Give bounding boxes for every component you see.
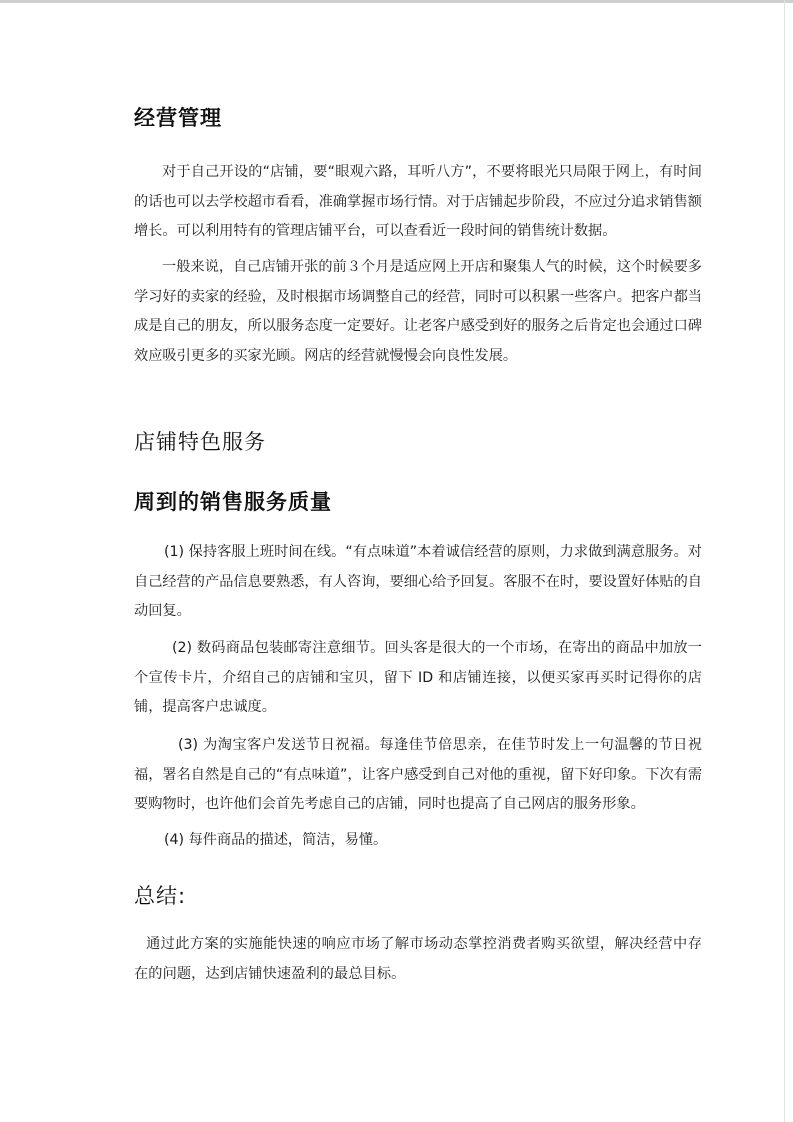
heading-summary: 总结:: [134, 884, 187, 908]
summary-paragraph: 通过此方案的实施能快速的响应市场了解市场动态掌控消费者购买欲望，解决经营中存在的问题，达到店铺快速盈利的最总目标。: [134, 936, 702, 982]
management-paragraph-1: 对于自己开设的“店铺，要“眼观六路，耳听八方”，不要将眼光只局限于网上，有时间的话也可以去学校超市看看，准确掌握市场行情。对于店铺起步阶段，不应过分追求销售额增长。可以利用特有的管理店铺平台，可以查看近一段时间的销售统计数据。: [134, 164, 702, 239]
page-edge-right: [784, 0, 785, 1122]
heading-service-quality: 周到的销售服务质量: [134, 490, 332, 514]
service-item-4: (4) 每件商品的描述，简洁，易懂。: [164, 832, 388, 848]
page-edge: [0, 0, 793, 3]
heading-features: 店铺特色服务: [134, 430, 266, 454]
service-item-1: (1) 保持客服上班时间在线。“有点味道”本着诚信经营的原则，力求做到满意服务。对自己经营的产品信息要熟悉，有人咨询，要细心给予回复。客服不在时，要设置好体贴的自动回复。: [134, 544, 702, 619]
service-item-2: (2) 数码商品包装邮寄注意细节。回头客是很大的一个市场，在寄出的商品中加放一个宣传卡片，介绍自己的店铺和宝贝，留下 ID 和店铺连接，以便买家再买时记得你的店铺，提高客户忠诚度。: [134, 640, 702, 715]
service-item-3: (3) 为淘宝客户发送节日祝福。每逢佳节倍思亲，在佳节时发上一句温馨的节日祝福，署名自然是自己的“有点味道”，让客户感受到自己对他的重视，留下好印象。下次有需要购物时，也许他们会首先考虑自己的店铺，同时也提高了自己网店的服务形象。: [134, 737, 703, 812]
management-paragraph-2: 一般来说，自己店铺开张的前３个月是适应网上开店和聚集人气的时候，这个时候要多学习好的卖家的经验，及时根据市场调整自己的经营，同时可以积累一些客户。把客户都当成是自己的朋友，所以服务态度一定要好。让老客户感受到好的服务之后肯定也会通过口碑效应吸引更多的买家光顾。网店的经营就慢慢会向良性发展。: [134, 259, 702, 364]
heading-management: 经营管理: [134, 106, 222, 130]
